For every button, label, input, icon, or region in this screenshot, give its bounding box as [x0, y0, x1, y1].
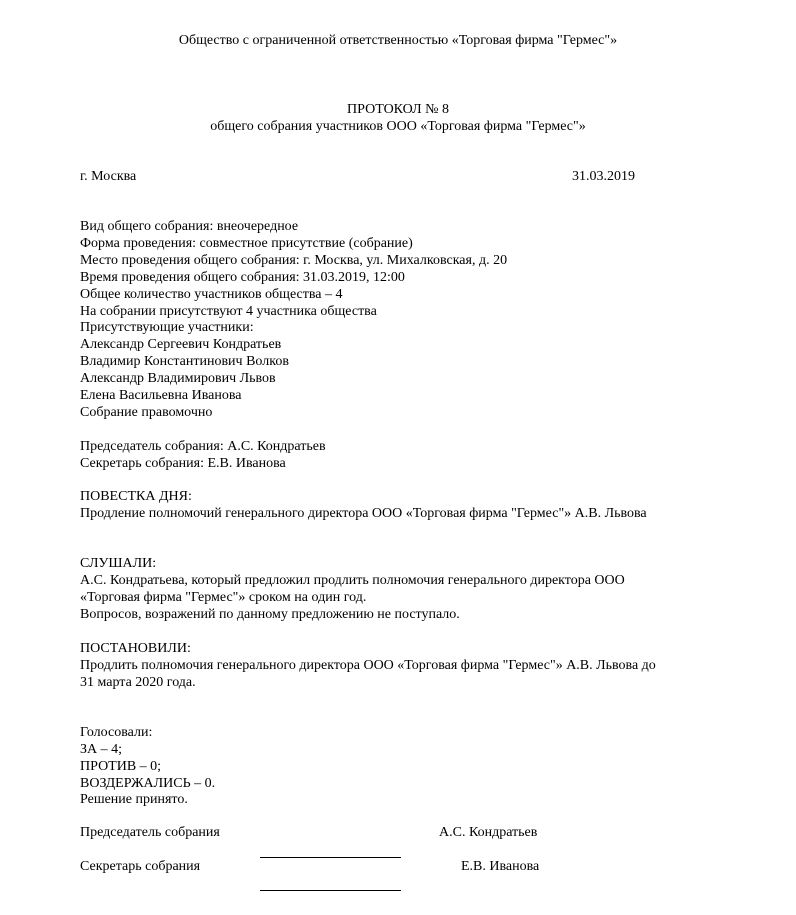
detail-line: Место проведения общего собрания: г. Москва, ул. Михалковская, д. 20 [80, 253, 508, 268]
protocol-subtitle: общего собрания участников ООО «Торговая фирма "Гермес"» [210, 119, 586, 134]
resolved-text: Продлить полномочия генерального директора ООО «Торговая фирма "Гермес"» А.В. Львова до [80, 658, 656, 673]
detail-line: На собрании присутствуют 4 участника общества [80, 304, 377, 319]
chairman-signature-label: Председатель собрания [80, 825, 220, 840]
protocol-date: 31.03.2019 [572, 169, 635, 184]
secretary-line: Секретарь собрания: Е.В. Иванова [80, 456, 286, 471]
voting-heading: Голосовали: [80, 725, 153, 740]
secretary-signature-line [260, 890, 401, 891]
participant-name: Александр Сергеевич Кондратьев [80, 337, 282, 352]
company-header: Общество с ограниченной ответственностью «Торговая фирма "Гермес"» [178, 33, 618, 48]
heard-text: «Торговая фирма "Гермес"» сроком на один год. [80, 590, 367, 605]
secretary-signature-label: Секретарь собрания [80, 859, 201, 874]
quorum-status: Собрание правомочно [80, 405, 213, 420]
detail-line: Присутствующие участники: [80, 320, 254, 335]
heard-text: А.С. Кондратьева, который предложил продлить полномочия генерального директора ООО [80, 573, 625, 588]
votes-abstained: ВОЗДЕРЖАЛИСЬ – 0. [80, 776, 216, 791]
resolved-heading: ПОСТАНОВИЛИ: [80, 641, 191, 656]
chairman-signature-line [260, 857, 401, 858]
participant-name: Елена Васильевна Иванова [80, 388, 242, 403]
resolved-text: 31 марта 2020 года. [80, 675, 196, 690]
protocol-title: ПРОТОКОЛ № 8 [347, 102, 449, 117]
secretary-signature-name: Е.В. Иванова [461, 859, 540, 874]
detail-line: Время проведения общего собрания: 31.03.2019, 12:00 [80, 270, 405, 285]
detail-line: Общее количество участников общества – 4 [80, 287, 343, 302]
chairman-line: Председатель собрания: А.С. Кондратьев [80, 439, 326, 454]
votes-for: ЗА – 4; [80, 742, 123, 757]
heard-heading: СЛУШАЛИ: [80, 556, 157, 571]
chairman-signature-name: А.С. Кондратьев [439, 825, 538, 840]
agenda-item: Продление полномочий генерального директора ООО «Торговая фирма "Гермес"» А.В. Львова [80, 506, 647, 521]
participant-name: Владимир Константинович Волков [80, 354, 289, 369]
city: г. Москва [80, 169, 137, 184]
decision-status: Решение принято. [80, 792, 188, 807]
heard-text: Вопросов, возражений по данному предложению не поступало. [80, 607, 460, 622]
detail-line: Форма проведения: совместное присутствие (собрание) [80, 236, 413, 251]
participant-name: Александр Владимирович Львов [80, 371, 276, 386]
agenda-heading: ПОВЕСТКА ДНЯ: [80, 489, 192, 504]
detail-line: Вид общего собрания: внеочередное [80, 219, 299, 234]
votes-against: ПРОТИВ – 0; [80, 759, 162, 774]
